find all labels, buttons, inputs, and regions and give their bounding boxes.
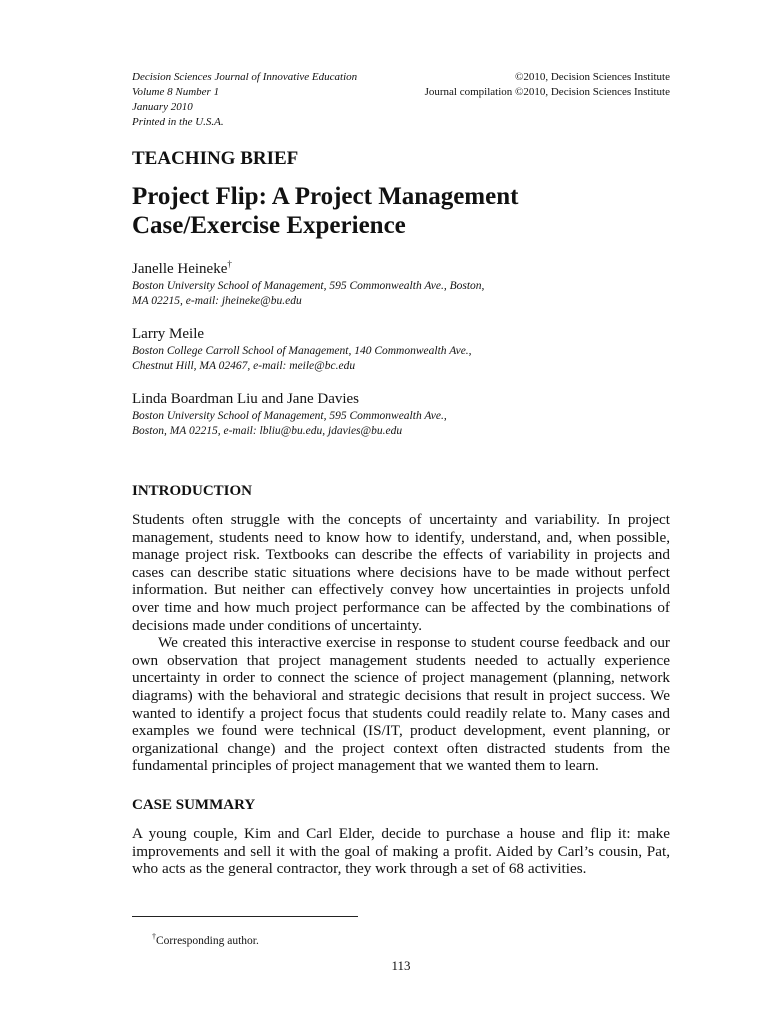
issue-date: January 2010 [132, 101, 193, 113]
author-block [132, 254, 670, 309]
author-list [132, 254, 670, 439]
affiliation-line: Boston, MA 02215, e-mail: lbliu@bu.edu, jdavies@bu.edu [132, 425, 403, 437]
journal-header [132, 70, 670, 130]
paper-title [132, 182, 670, 240]
body-paragraph: A young couple, Kim and Carl Elder, decide to purchase a house and flip it: make improvements and sell it with the goal of making a profit. Aided by Carl’s cousin, Pat, who acts as the general contractor, they work through a set of 68 activities. [132, 824, 670, 878]
author-block [132, 319, 670, 374]
title-line-2: Case/Exercise Experience [132, 212, 406, 239]
author-name: Janelle Heineke [132, 261, 228, 277]
header-right [425, 70, 670, 130]
author-affiliation [132, 344, 670, 374]
body-paragraph: We created this interactive exercise in response to student course feedback and our own observation that project management students needed to actually experience uncertainty in order to connect the science of project management (planning, network diagrams) with the behavioral and strategic decisions that result in project success. We wanted to identify a project focus that students could readily relate to. Many cases and examples we found were technical (IS/IT, product development, event planning, or organizational change) and the project context often distracted students from the fundamental principles of project management that we wanted them to learn. [132, 634, 670, 775]
brief-label: TEACHING BRIEF [132, 148, 299, 169]
footnote [152, 930, 259, 948]
compilation-line: Journal compilation ©2010, Decision Sciences Institute [424, 86, 670, 98]
copyright-line: ©2010, Decision Sciences Institute [515, 71, 670, 83]
affiliation-line: Boston College Carroll School of Management, 140 Commonwealth Ave., [132, 345, 472, 357]
body-paragraph: Students often struggle with the concepts of uncertainty and variability. In project management, students need to know how to identify, understand, and, when possible, manage project risk. Textbooks can describe the effects of variability in projects and cases can describe static situations where decisions have to be made without perfect information. But neither can effectively convey how uncertainties in projects unfold over time and how much project performance can be affected by the combinations of decisions made under conditions of uncertainty. [132, 511, 670, 634]
printed-location: Printed in the U.S.A. [132, 116, 224, 128]
paper-page [132, 70, 670, 973]
affiliation-line: MA 02215, e-mail: jheineke@bu.edu [132, 295, 302, 307]
journal-name: Decision Sciences Journal of Innovative Education [132, 71, 358, 83]
author-block [132, 384, 670, 439]
header-left [132, 70, 357, 130]
footnote-text: Corresponding author. [156, 934, 259, 947]
page-number: 113 [391, 958, 411, 973]
author-affiliation [132, 279, 670, 309]
section-heading-case-summary: CASE SUMMARY [132, 796, 256, 813]
author-affiliation [132, 409, 670, 439]
section-heading-introduction: INTRODUCTION [132, 483, 253, 499]
affiliation-line: Boston University School of Management, 595 Commonwealth Ave., [132, 410, 447, 422]
corresponding-mark: † [227, 259, 232, 269]
title-line-1: Project Flip: A Project Management [132, 183, 519, 210]
author-name: Larry Meile [132, 326, 205, 342]
author-name: Linda Boardman Liu and Jane Davies [132, 391, 360, 407]
affiliation-line: Chestnut Hill, MA 02467, e-mail: meile@bc.edu [132, 360, 356, 372]
footnote-mark: † [152, 932, 156, 941]
affiliation-line: Boston University School of Management, 595 Commonwealth Ave., Boston, [132, 280, 485, 292]
volume-number: Volume 8 Number 1 [132, 86, 220, 98]
footnote-divider [132, 916, 358, 917]
